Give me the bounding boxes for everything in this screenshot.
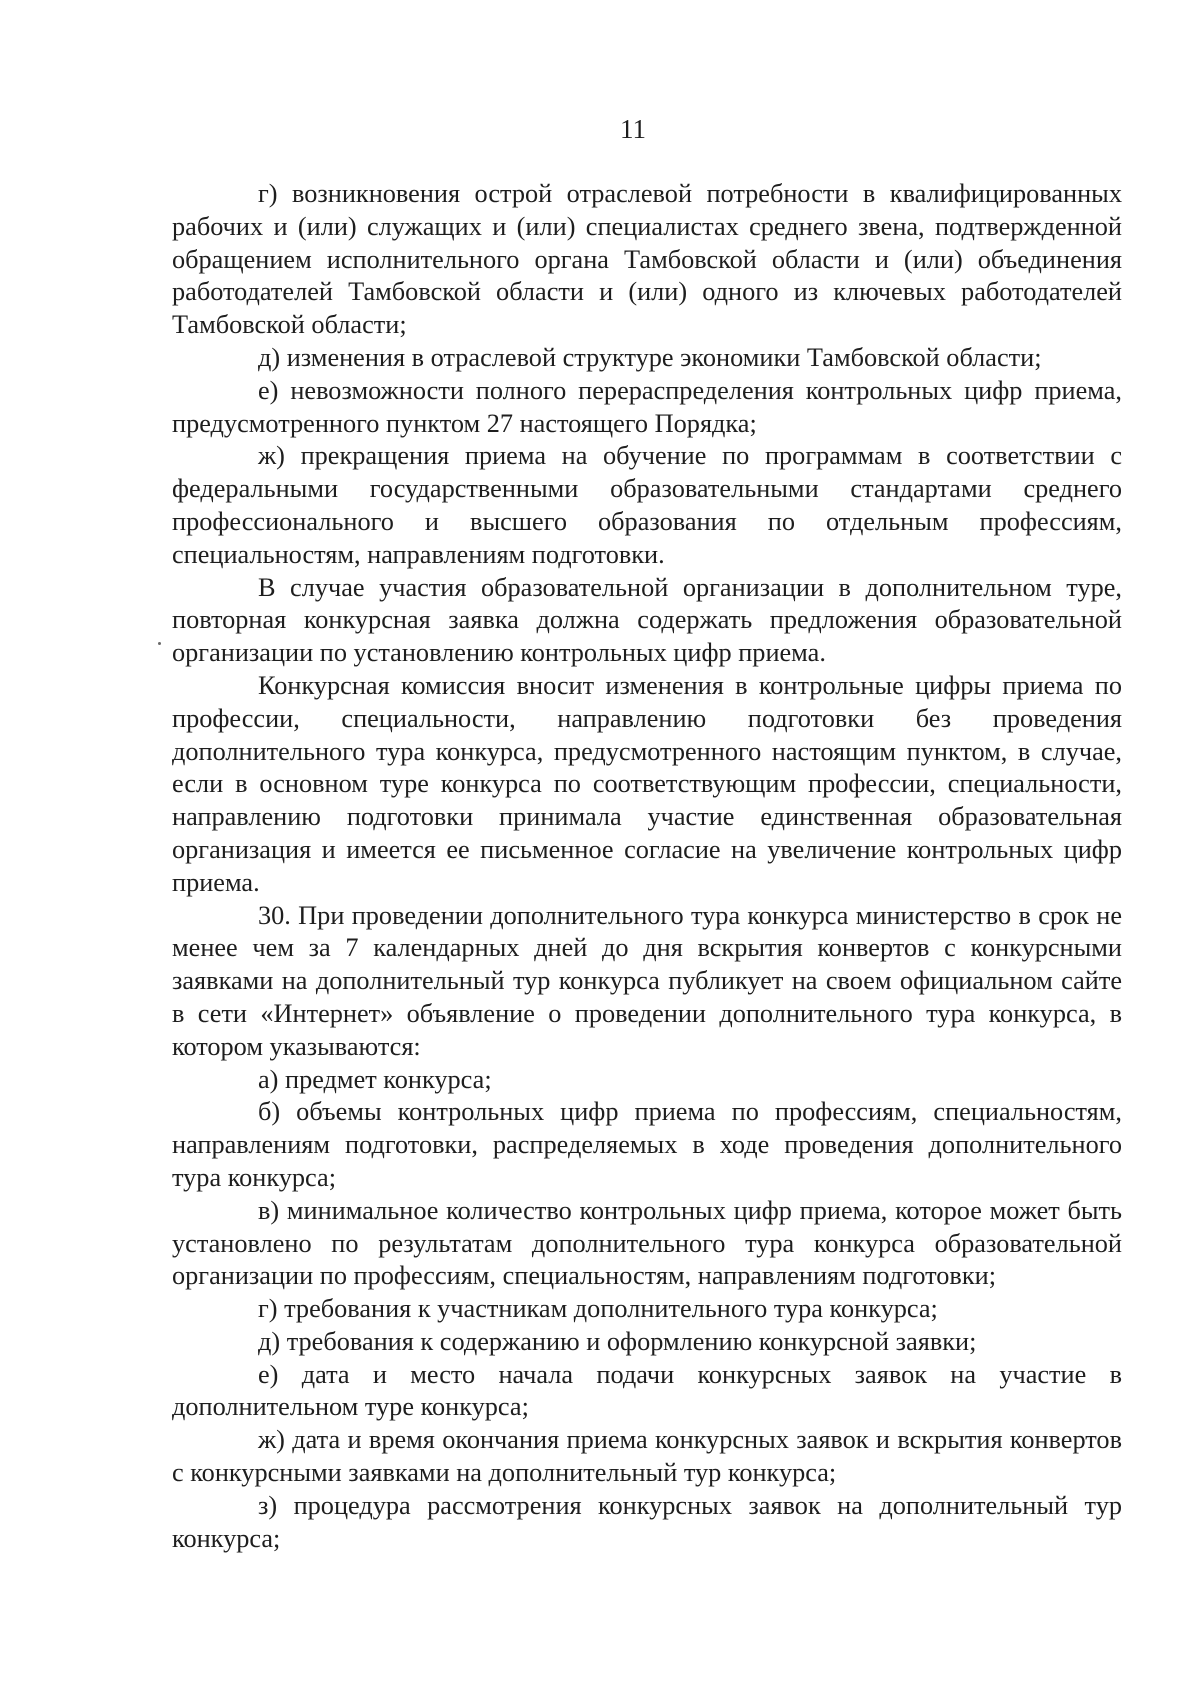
paragraph-item-d-economy-structure: д) изменения в отраслевой структуре экономики Тамбовской области; bbox=[258, 342, 1042, 372]
paragraph-repeat-application: В случае участия образовательной организации в дополнительном туре, повторная конкурсная заявка должна содержать предложения образовательной организации по установлению контрольных цифр приема. bbox=[172, 572, 1122, 668]
paragraph-30-announcement: 30. При проведении дополнительного тура конкурса министерство в срок не менее чем за 7 календарных дней до дня вскрытия конвертов с конкурсными заявками на дополнительный тур конкурса публикует на своем официальном сайте в сети «Интернет» объявление о проведении дополнительного тура конкурса, в котором указываются: bbox=[172, 900, 1122, 1061]
paragraph-commission-changes: Конкурсная комиссия вносит изменения в контрольные цифры приема по профессии, специальности, направлению подготовки без проведения дополнительного тура конкурса, предусмотренного настоящим пунктом, в случае, если в основном туре конкурса по соответствующим профессии, специальности, направлению подготовки принимала участие единственная образовательная организация и имеется ее письменное согласие на увеличение контрольных цифр приема. bbox=[172, 670, 1122, 897]
paragraph-item-e-submission-start: е) дата и место начала подачи конкурсных заявок на участие в дополнительном туре конкурса; bbox=[172, 1359, 1122, 1422]
paragraph-item-z-review-procedure: з) процедура рассмотрения конкурсных заявок на дополнительный тур конкурса; bbox=[172, 1490, 1122, 1553]
paragraph-item-zh-submission-end: ж) дата и время окончания приема конкурсных заявок и вскрытия конвертов с конкурсными заявками на дополнительный тур конкурса; bbox=[172, 1425, 1122, 1488]
paragraph-item-e-redistribution: е) невозможности полного перераспределения контрольных цифр приема, предусмотренного пунктом 27 настоящего Порядка; bbox=[172, 375, 1122, 438]
paragraph-item-v-minimum: в) минимальное количество контрольных цифр приема, которое может быть установлено по результатам дополнительного тура конкурса образовательной организации по профессиям, специальностям, направлениям подготовки; bbox=[172, 1195, 1122, 1291]
paragraph-item-g-sectoral-need: г) возникновения острой отраслевой потребности в квалифицированных рабочих и (или) служащих и (или) специалистах среднего звена, подтвержденной обращением исполнительного органа Тамбовской области и (или) объединения работодателей Тамбовской области и (или) одного из ключевых работодателей Тамбовской области; bbox=[172, 179, 1122, 340]
scan-speck bbox=[158, 642, 161, 645]
document-body bbox=[172, 178, 1122, 1555]
paragraph-item-g-participant-requirements: г) требования к участникам дополнительного тура конкурса; bbox=[258, 1294, 938, 1324]
page-number: 11 bbox=[620, 114, 646, 144]
paragraph-item-b-volumes: б) объемы контрольных цифр приема по профессиям, специальностям, направлениям подготовки, распределяемых в ходе проведения дополнительного тура конкурса; bbox=[172, 1097, 1122, 1192]
paragraph-item-zh-admission-termination: ж) прекращения приема на обучение по программам в соответствии с федеральными государственными образовательными стандартами среднего профессионального и высшего образования по отдельным профессиям, специальностям, направлениям подготовки. bbox=[172, 441, 1122, 569]
paragraph-item-a-subject: а) предмет конкурса; bbox=[258, 1064, 492, 1094]
paragraph-item-d-application-requirements: д) требования к содержанию и оформлению конкурсной заявки; bbox=[258, 1326, 977, 1356]
